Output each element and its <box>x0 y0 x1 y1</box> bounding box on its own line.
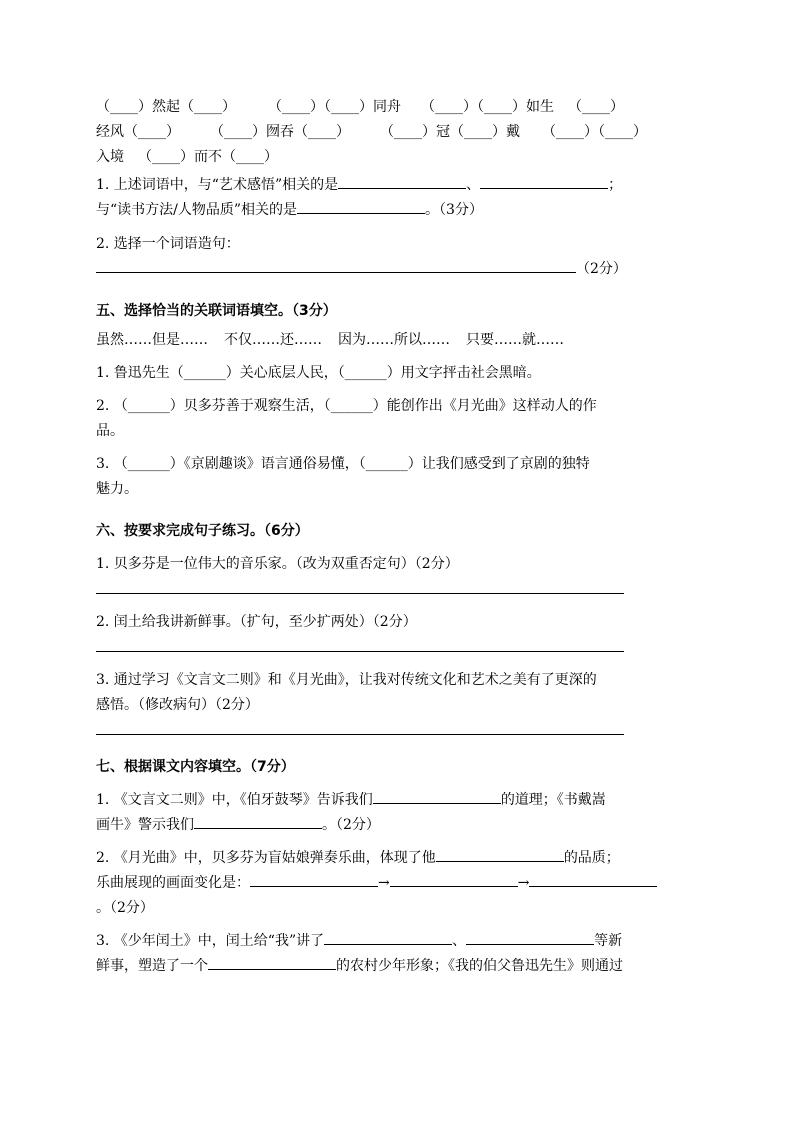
section-5-question-3: 3. （______）《京剧趣谈》语言通俗易懂，（______）让我们感受到了京剧的独特 <box>96 456 590 472</box>
question-text: 乐曲展现的画面变化是： <box>96 875 250 891</box>
question-text: 鲜事，塑造了一个 <box>96 958 208 974</box>
exam-page <box>96 95 696 979</box>
answer-blank[interactable] <box>324 929 452 945</box>
section-7-question-1 <box>96 788 696 813</box>
section-6-question-2: 2. 闰土给我讲新鲜事。（扩句，至少扩两处）（2分） <box>96 614 417 630</box>
answer-blank[interactable] <box>250 871 378 887</box>
answer-line[interactable] <box>96 734 624 735</box>
question-text: 3. 《少年闰土》中，闰土给“我”讲了 <box>96 933 325 949</box>
section-6-question-3: 3. 通过学习《文言文二则》和《月光曲》，让我对传统文化和艺术之美有了更深的 <box>96 672 597 688</box>
idiom: （____） <box>568 99 624 115</box>
idiom-question-1 <box>96 173 696 198</box>
section-7-question-1-cont <box>96 813 696 838</box>
separator: 、 <box>466 177 481 193</box>
section-5-question-2: 2. （______）贝多芬善于观察生活，（______）能创作出《月光曲》这样动人的作 <box>96 398 597 414</box>
question-text: 1. 上述词语中，与“艺术感悟”相关的是 <box>96 177 339 193</box>
section-6-title: 六、按要求完成句子练习。（6分） <box>96 523 309 539</box>
option: 不仅……还…… <box>224 332 322 348</box>
separator: 、 <box>452 933 467 949</box>
idiom: （____）冠（____）戴 <box>380 124 520 140</box>
answer-blank[interactable] <box>466 929 594 945</box>
section-7-title: 七、根据课文内容填空。（7分） <box>96 759 295 775</box>
arrow: → <box>378 875 390 891</box>
idiom: 入境 <box>96 149 124 165</box>
arrow: → <box>517 875 530 891</box>
answer-blank[interactable] <box>338 173 466 189</box>
answer-line[interactable] <box>96 651 624 652</box>
answer-blank[interactable] <box>194 813 322 829</box>
section-7-question-3-cont <box>96 954 696 979</box>
idiom-row-3 <box>96 145 696 170</box>
score: 。（2分） <box>322 817 380 833</box>
idiom-question-2 <box>96 232 696 257</box>
section-5-question-1: 1. 鲁迅先生（______）关心底层人民，（______）用文字抨击社会黑暗。 <box>96 365 541 381</box>
answer-blank[interactable] <box>480 173 608 189</box>
idiom-row-1 <box>96 95 696 120</box>
sentence-answer-line <box>96 257 696 282</box>
score: （2分） <box>576 261 627 277</box>
idiom: （____）囫吞（____） <box>210 124 350 140</box>
section-7-question-3 <box>96 929 696 954</box>
section-5-title: 五、选择恰当的关联词语填空。（3分） <box>96 303 337 319</box>
idiom: （____）然起（____） <box>96 99 236 115</box>
option: 因为……所以…… <box>338 332 450 348</box>
idiom: （____）（____） <box>542 124 647 140</box>
question-text: 的品质； <box>563 850 620 866</box>
section-7-question-2-cont <box>96 871 696 896</box>
answer-blank[interactable] <box>529 871 657 887</box>
answer-blank[interactable] <box>297 198 425 214</box>
question-text: 的道理；《书戴嵩 <box>500 792 606 808</box>
idiom-question-1-cont <box>96 198 696 223</box>
answer-blank[interactable] <box>436 846 564 862</box>
answer-blank[interactable] <box>390 871 518 887</box>
idiom: （____）（____）如生 <box>421 99 554 115</box>
idiom-row-2 <box>96 120 696 145</box>
section-7-question-2-score: 。（2分） <box>96 900 154 916</box>
idiom: 经风（____） <box>96 124 180 140</box>
idiom: （____）而不（____） <box>138 149 278 165</box>
section-6-question-3-cont: 感悟。（修改病句）（2分） <box>96 697 259 713</box>
section-6-question-1: 1. 贝多芬是一位伟大的音乐家。（改为双重否定句）（2分） <box>96 556 459 572</box>
question-text: 与“读书方法/人物品质”相关的是 <box>96 202 298 218</box>
connective-options <box>96 328 696 353</box>
question-text: 等新 <box>594 933 623 949</box>
section-7-question-2 <box>96 846 696 871</box>
punctuation: ； <box>608 177 623 193</box>
question-text: 的农村少年形象；《我的伯父鲁迅先生》则通过 <box>336 958 623 974</box>
answer-line[interactable] <box>96 257 576 273</box>
question-text: 2. 《月光曲》中，贝多芬为盲姑娘弹奏乐曲，体现了他 <box>96 850 436 866</box>
question-text: 1. 《文言文二则》中，《伯牙鼓琴》告诉我们 <box>96 792 373 808</box>
idiom: （____）（____）同舟 <box>268 99 401 115</box>
answer-blank[interactable] <box>208 954 336 970</box>
section-5-question-2-cont: 品。 <box>96 423 124 439</box>
answer-blank[interactable] <box>373 788 501 804</box>
question-text: 2. 选择一个词语造句： <box>96 236 240 252</box>
section-5-question-3-cont: 魅力。 <box>96 481 138 497</box>
score: 。（3分） <box>425 202 483 218</box>
option: 虽然……但是…… <box>96 332 208 348</box>
option: 只要……就…… <box>466 332 564 348</box>
answer-line[interactable] <box>96 593 624 594</box>
question-text: 画牛》警示我们 <box>96 817 194 833</box>
